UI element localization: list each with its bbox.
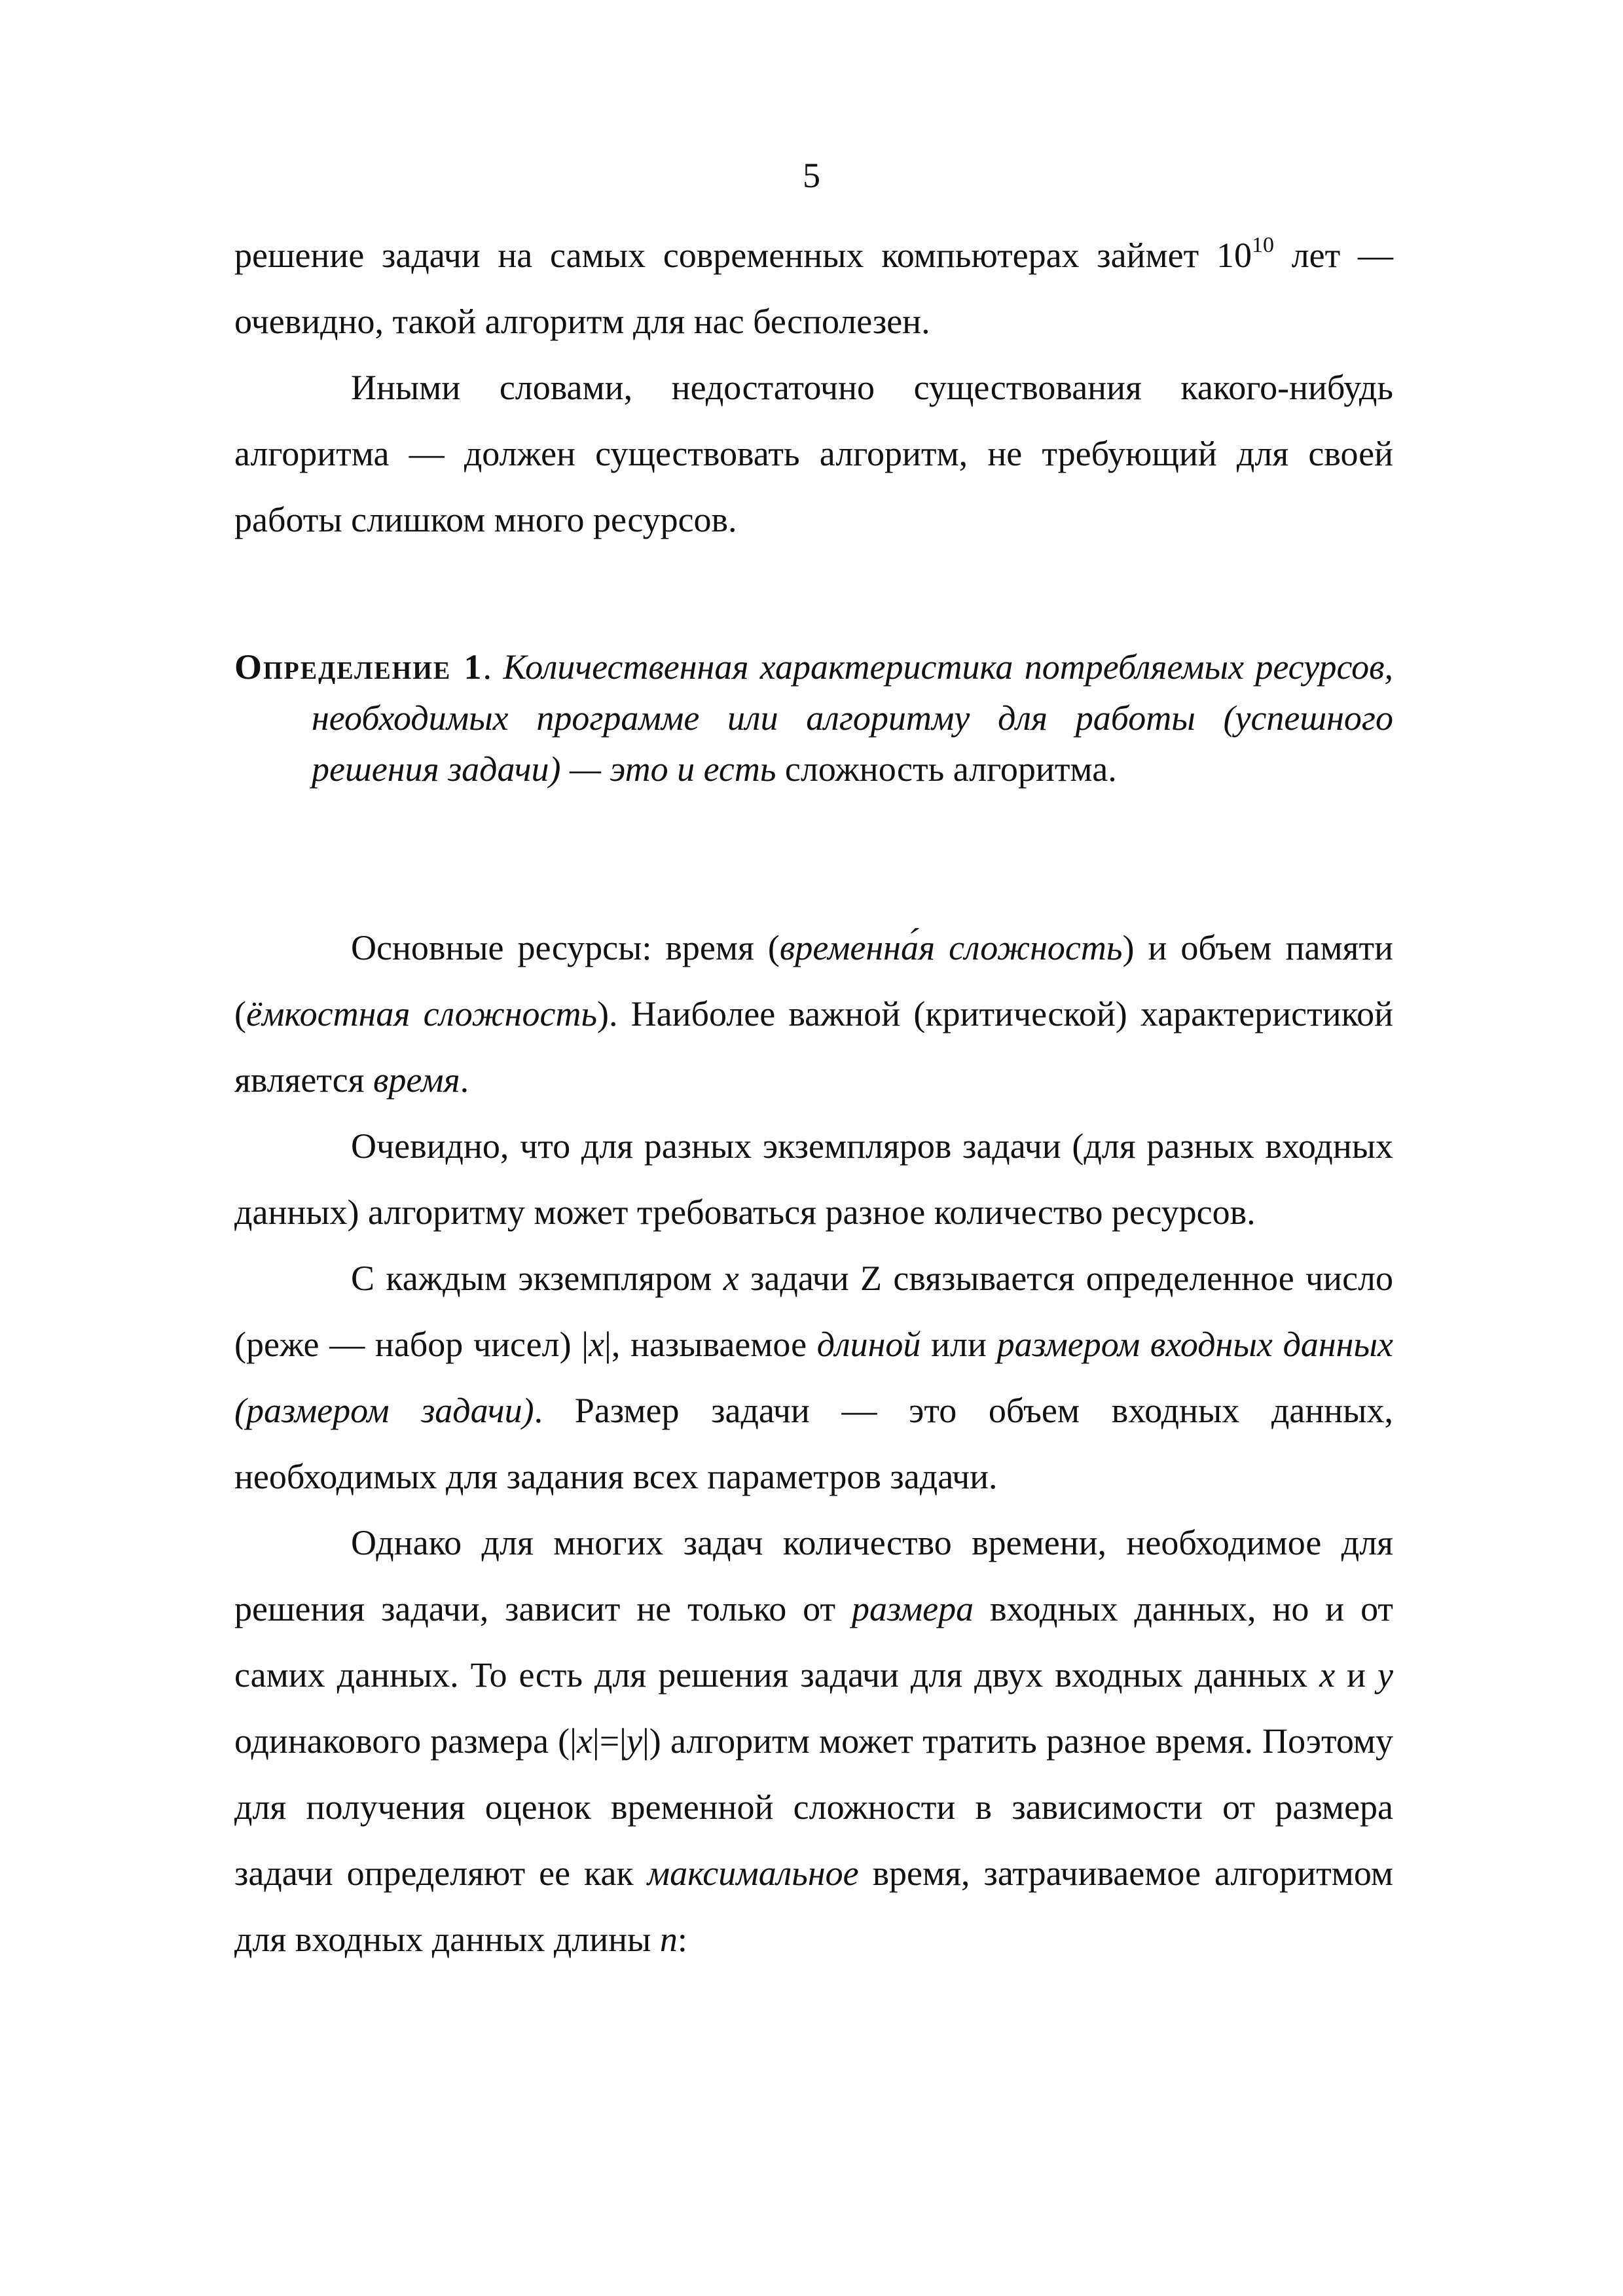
paragraph: Очевидно, что для разных экземпляров задачи (для разных входных данных) алгоритму может требоваться разное количество ресурсов.	[234, 1126, 1393, 1232]
page-number: 5	[803, 156, 820, 195]
text-run: лет — очевидно, такой алгоритм для нас бесполезен.	[234, 236, 1393, 341]
text-run: решение задачи на самых современных компьютерах займет 10	[234, 236, 1252, 275]
text-run: |=|	[592, 1721, 627, 1761]
text-run: :	[677, 1920, 687, 1959]
definition-heading-dot: .	[483, 647, 503, 687]
text-run: ). Наиболее важной (критической) характеристикой является	[234, 994, 1393, 1100]
paragraph: Иными словами, недостаточно существования какого-нибудь алгоритма — должен существовать алгоритм, не требующий для своей работы слишком много ресурсов.	[234, 368, 1393, 539]
text-run: Основные ресурсы: время (	[351, 928, 780, 967]
italic-variable: y	[626, 1721, 642, 1761]
italic-variable: x	[576, 1721, 593, 1761]
text-run: задачи Z связывается определенное число (реже — набор чисел) |	[234, 1259, 1393, 1364]
text-run: входных данных, но и от самих данных. То есть для решения задачи для двух входных данных	[234, 1589, 1393, 1695]
text-run: или	[921, 1325, 997, 1364]
text-run: ) и объем памяти (	[234, 928, 1393, 1033]
italic-variable: x	[589, 1325, 605, 1364]
italic-variable: n	[659, 1920, 678, 1959]
italic-term: ёмкостная сложность	[246, 994, 598, 1033]
text-run: одинакового размера (|	[234, 1721, 577, 1761]
italic-term: максимальное	[647, 1854, 859, 1893]
text-run: и	[1335, 1655, 1378, 1695]
text-run: |, называемое	[604, 1325, 817, 1364]
italic-variable: x	[1319, 1655, 1336, 1695]
intro-text-block	[234, 223, 1393, 553]
text-run: . Размер задачи — это объем входных данных, необходимых для задания всех параметров задачи.	[234, 1391, 1393, 1496]
text-run: С каждым экземпляром	[351, 1259, 723, 1298]
italic-variable: y	[1377, 1655, 1394, 1695]
definition-plain-text: сложность алгоритма.	[776, 749, 1117, 789]
italic-term: временна́я сложность	[779, 928, 1123, 967]
superscript-exponent: 10	[1251, 233, 1274, 257]
definition-italic-text: Количественная характеристика потребляемых ресурсов, необходимых программе или алгоритму для работы (успешного решения задачи) — это и есть	[312, 647, 1394, 789]
italic-term: время	[373, 1060, 460, 1100]
definition-block	[234, 641, 1393, 795]
paragraph	[234, 223, 1393, 355]
definition-body	[234, 641, 1393, 795]
paragraph	[234, 1246, 1393, 1510]
italic-term: длиной	[816, 1325, 921, 1364]
definition-heading: Определение 1	[234, 647, 483, 687]
italic-term: размером входных данных (размером задачи)	[234, 1325, 1394, 1430]
main-text-block	[234, 915, 1393, 1973]
italic-term: размера	[851, 1589, 974, 1628]
text-run: |) алгоритм может тратить разное время. Поэтому для получения оценок временной сложности в зависимости от размера задачи определяют ее как	[234, 1721, 1393, 1893]
italic-variable: x	[723, 1259, 739, 1298]
text-run: время, затрачиваемое алгоритмом для входных данных длины	[234, 1854, 1393, 1959]
paragraph	[234, 1510, 1393, 1973]
paragraph	[234, 915, 1393, 1113]
text-run: .	[460, 1060, 469, 1100]
text-run: Однако для многих задач количество времени, необходимое для решения задачи, зависит не только от	[234, 1523, 1393, 1628]
